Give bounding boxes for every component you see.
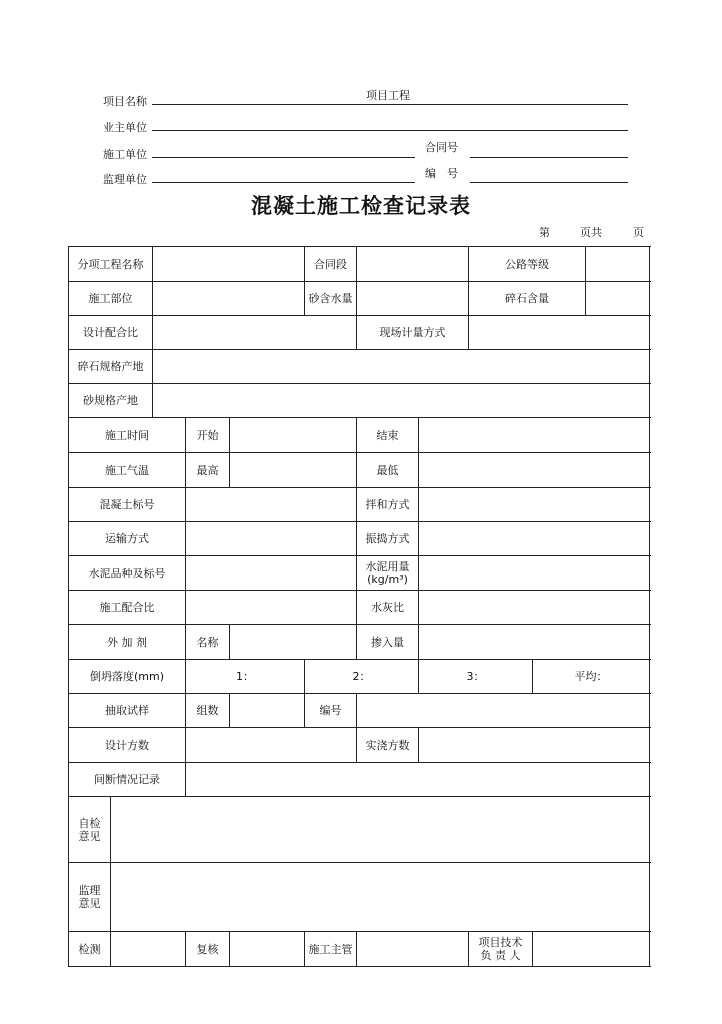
row-design-mix [69,316,650,350]
page-label: 第 [539,226,550,239]
transport-method-label: 运输方式 [69,522,186,556]
transport-method-value[interactable] [186,522,357,556]
row-temperature [69,453,650,488]
slump-average[interactable]: 平均： [533,660,650,694]
highest-label: 最高 [186,453,230,488]
sand-origin-label: 砂规格产地 [69,384,153,418]
owner-label: 业主单位 [103,121,147,134]
tech-lead-text-1: 项目技术 [478,936,523,949]
contractor-line [152,157,415,158]
row-construction-time [69,418,650,453]
review-label: 复核 [186,932,230,967]
supervisor-on-site-value[interactable] [357,932,469,967]
row-construction-mix [69,591,650,625]
construction-site-label: 施工部位 [69,282,153,316]
serial-no-line [470,182,628,183]
dosage-label: 掺入量 [357,625,419,660]
dosage-value[interactable] [419,625,650,660]
tech-lead-value[interactable] [533,932,650,967]
gravel-content-value[interactable] [586,282,650,316]
road-grade-value[interactable] [586,247,650,282]
supervision-text-1: 监理 [78,884,101,897]
row-construction-site [69,282,650,316]
group-count-label: 组数 [186,694,230,728]
total-label: 页共 [580,226,602,239]
contract-no-label: 合同号 [425,141,458,154]
sand-origin-value[interactable] [153,384,650,418]
site-metering-label: 现场计量方式 [357,316,469,350]
project-name-label: 项目名称 [103,95,147,108]
inspection-value[interactable] [111,932,186,967]
self-check-label [69,797,111,863]
supervisor-on-site-label: 施工主管 [305,932,357,967]
construction-time-label: 施工时间 [69,418,186,453]
supervision-value[interactable] [111,863,650,932]
lowest-value[interactable] [419,453,650,488]
temperature-label: 施工气温 [69,453,186,488]
vibration-method-label: 振捣方式 [357,522,419,556]
row-sand-origin [69,384,650,418]
cement-amount-label [357,556,419,591]
construction-mix-value[interactable] [186,591,357,625]
project-name-line [152,104,628,105]
admixture-name-label: 名称 [186,625,230,660]
actual-volume-value[interactable] [419,728,650,763]
cement-amount-unit: (kg/m³) [367,573,408,586]
water-cement-ratio-label: 水灰比 [357,591,419,625]
row-cement [69,556,650,591]
start-value[interactable] [230,418,357,453]
sand-moisture-label: 砂含水量 [305,282,357,316]
road-grade-label: 公路等级 [469,247,586,282]
contract-no-line [470,157,628,158]
admixture-name-value[interactable] [230,625,357,660]
design-mix-label: 设计配合比 [69,316,153,350]
lowest-label: 最低 [357,453,419,488]
number-value[interactable] [357,694,650,728]
gravel-origin-value[interactable] [153,350,650,384]
tech-lead-text-2: 负 责 人 [480,949,521,962]
row-transport [69,522,650,556]
supervisor-label: 监理单位 [103,173,147,186]
design-mix-value[interactable] [153,316,357,350]
self-check-text-1: 自检 [78,816,101,830]
row-concrete-grade [69,488,650,522]
row-interruption [69,763,650,797]
slump-1[interactable]: 1： [186,660,305,694]
contract-section-label: 合同段 [305,247,357,282]
interruption-label: 间断情况记录 [69,763,186,797]
row-slump [69,660,650,694]
page-title: 混凝土施工检查记录表 [251,194,471,218]
design-volume-label: 设计方数 [69,728,186,763]
end-value[interactable] [419,418,650,453]
page-suffix: 页 [633,226,644,239]
project-name-value: 项目工程 [366,89,410,102]
row-sub-project [69,247,650,282]
cement-amount-text: 水泥用量 [365,560,410,573]
end-label: 结束 [357,418,419,453]
serial-no-label: 编 号 [425,167,458,180]
gravel-origin-label: 碎石规格产地 [69,350,153,384]
group-count-value[interactable] [230,694,305,728]
inspection-label: 检测 [69,932,111,967]
row-signatures [69,932,650,967]
vibration-method-value[interactable] [419,522,650,556]
water-cement-ratio-value[interactable] [419,591,650,625]
slump-label: 倒坍落度(mm) [69,660,186,694]
inspection-form [68,246,650,967]
actual-volume-label: 实浇方数 [357,728,419,763]
sand-moisture-value[interactable] [357,282,469,316]
tech-lead-label [469,932,533,967]
row-sampling [69,694,650,728]
interruption-value[interactable] [186,763,650,797]
slump-3[interactable]: 3： [419,660,533,694]
gravel-content-label: 碎石含量 [469,282,586,316]
contractor-label: 施工单位 [103,148,147,161]
mixing-method-value[interactable] [419,488,650,522]
supervision-label [69,863,111,932]
owner-line [152,130,628,131]
admixture-label: 外 加 剂 [69,625,186,660]
cement-type-label: 水泥品种及标号 [69,556,186,591]
review-value[interactable] [230,932,305,967]
cement-type-value[interactable] [186,556,357,591]
supervision-text-2: 意见 [78,897,101,910]
highest-value[interactable] [230,453,357,488]
mixing-method-label: 拌和方式 [357,488,419,522]
start-label: 开始 [186,418,230,453]
concrete-grade-label: 混凝土标号 [69,488,186,522]
row-supervision [69,863,650,932]
self-check-value[interactable] [111,797,650,863]
site-metering-value[interactable] [469,316,650,350]
supervisor-line [152,182,415,183]
row-gravel-origin [69,350,650,384]
construction-site-value[interactable] [153,282,305,316]
slump-2[interactable]: 2： [305,660,419,694]
design-volume-value[interactable] [186,728,357,763]
cement-amount-value[interactable] [419,556,650,591]
sub-project-label: 分项工程名称 [69,247,153,282]
sampling-label: 抽取试样 [69,694,186,728]
concrete-grade-value[interactable] [186,488,357,522]
construction-mix-label: 施工配合比 [69,591,186,625]
row-admixture [69,625,650,660]
self-check-text-2: 意见 [78,829,101,843]
sub-project-value[interactable] [153,247,305,282]
row-self-check [69,797,650,863]
row-volume [69,728,650,763]
number-label: 编号 [305,694,357,728]
contract-section-value[interactable] [357,247,469,282]
